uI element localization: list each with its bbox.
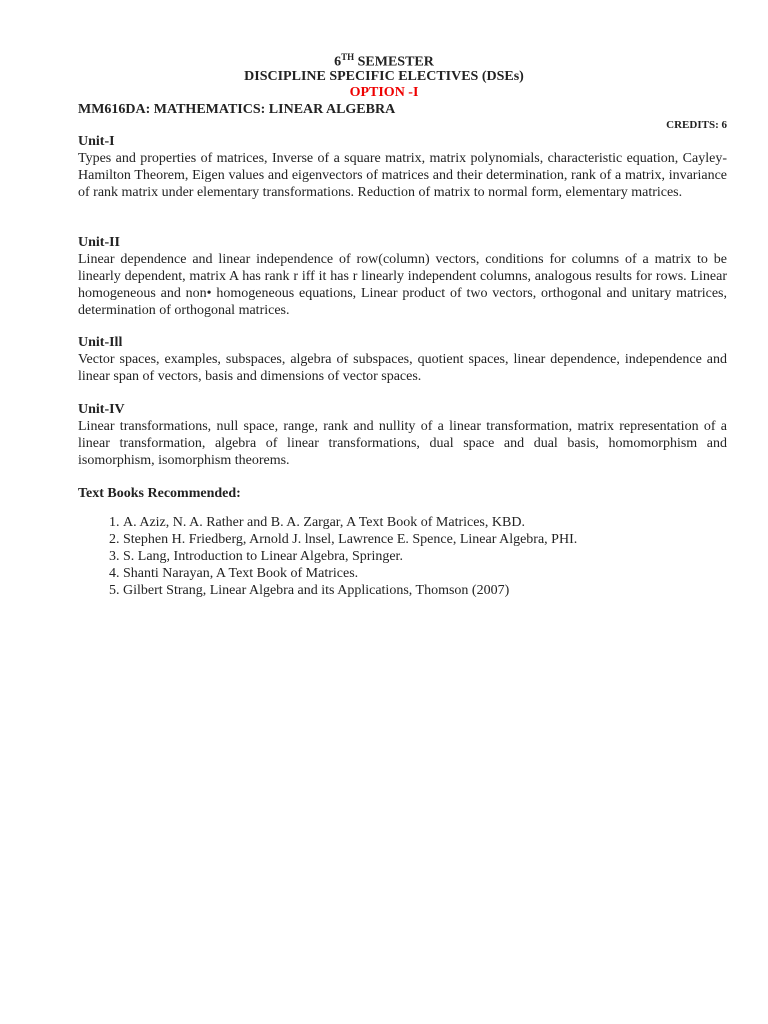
unit-title: Unit-Ill — [78, 335, 123, 350]
list-item: 2. Stephen H. Friedberg, Arnold J. lnsel, Lawrence E. Spence, Linear Algebra, PHI. — [123, 531, 577, 548]
semester-ordinal-suffix: TH — [341, 52, 355, 62]
unit-body: Linear transformations, null space, range, rank and nullity of a linear transformation, matrix representation of a linear transformation, algebra of linear transformations, dual space and dual basis, homomorphism and isomorphism, isomorphism theorems. — [78, 419, 727, 468]
option-heading: OPTION -I — [349, 85, 419, 100]
semester-word: SEMESTER — [357, 54, 434, 70]
unit-body: Linear dependence and linear independence of row(column) vectors, conditions for columns of a matrix to be linearly dependent, matrix A has rank r iff it has r linearly independent columns, analogous results for rows. Linear homogeneous and non• homogeneous equations, Linear product of two vectors, orthogonal and unitary matrices, determination of orthogonal matrices. — [78, 252, 727, 318]
books-heading: Text Books Recommended: — [78, 486, 241, 501]
unit-title: Unit-IV — [78, 402, 125, 417]
books-list — [78, 514, 577, 599]
semester-heading — [0, 52, 768, 71]
unit-section — [78, 234, 727, 319]
list-item: 5. Gilbert Strang, Linear Algebra and its Applications, Thomson (2007) — [123, 582, 577, 599]
unit-body: Types and properties of matrices, Inverse of a square matrix, matrix polynomials, characteristic equation, Cayley-Hamilton Theorem, Eigen values and eigenvectors of matrices and their determination, rank of a matrix, invariance of rank matrix under elementary transformations. Reduction of matrix to normal form, elementary matrices. — [78, 151, 727, 200]
unit-section — [78, 133, 727, 201]
list-item: 3. S. Lang, Introduction to Linear Algebra, Springer. — [123, 548, 577, 565]
list-item: 1. A. Aziz, N. A. Rather and B. A. Zargar, A Text Book of Matrices, KBD. — [123, 514, 577, 531]
course-title: MM616DA: MATHEMATICS: LINEAR ALGEBRA — [78, 102, 396, 117]
credits-label: CREDITS: 6 — [666, 119, 727, 131]
unit-body: Vector spaces, examples, subspaces, algebra of subspaces, quotient spaces, linear dependence, independence and linear span of vectors, basis and dimensions of vector spaces. — [78, 352, 727, 384]
unit-section — [78, 334, 727, 385]
unit-title: Unit-I — [78, 134, 115, 149]
unit-section — [78, 401, 727, 469]
unit-title: Unit-II — [78, 235, 121, 250]
dse-heading: DISCIPLINE SPECIFIC ELECTIVES (DSEs) — [244, 69, 524, 84]
semester-number: 6 — [334, 54, 342, 70]
list-item: 4. Shanti Narayan, A Text Book of Matrices. — [123, 565, 577, 582]
